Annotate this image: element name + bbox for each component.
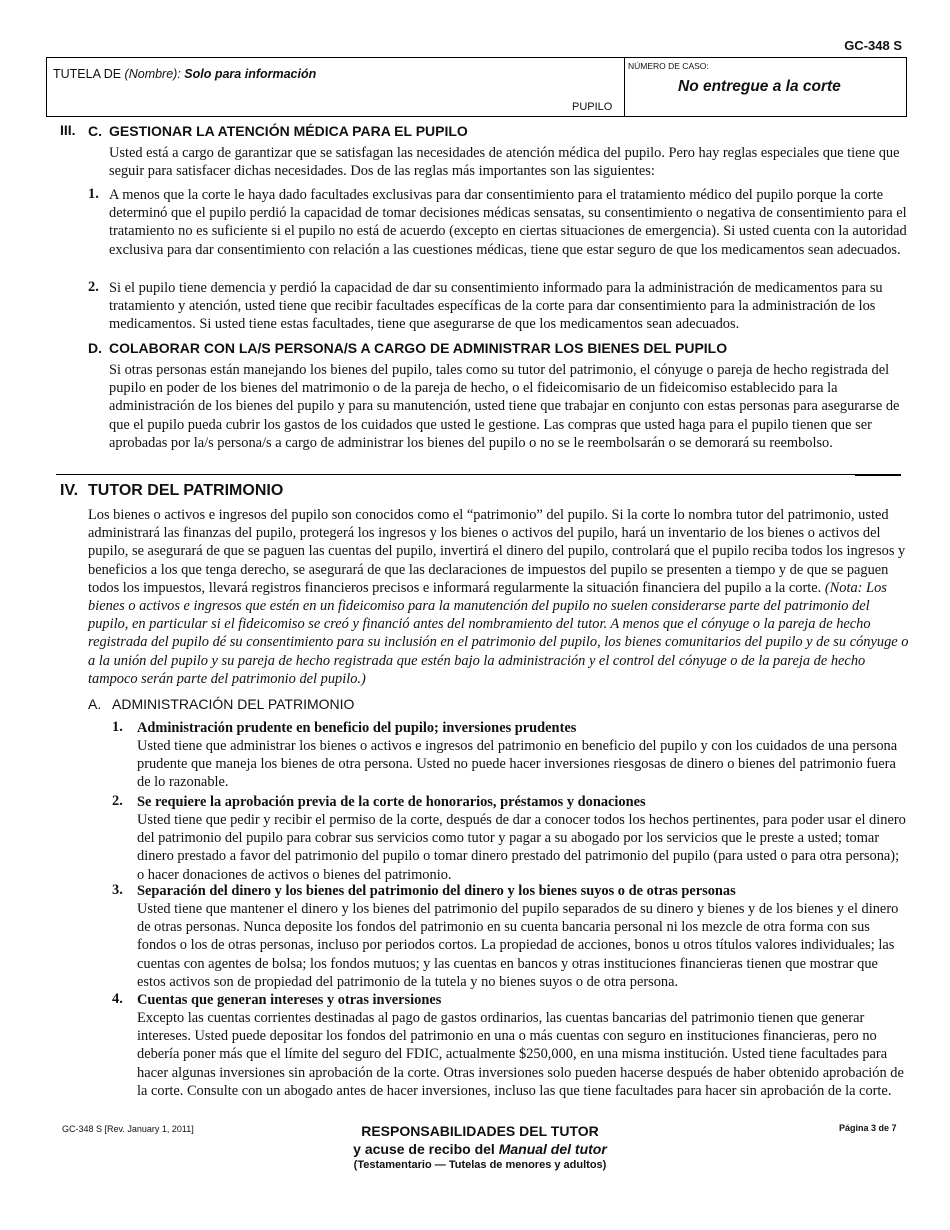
section-4-intro-text: Los bienes o activos e ingresos del pupilo son conocidos como el “patrimonio” del pupilo. Si la corte lo nombra tutor del patrimonio, usted administrará las finanzas del pupilo, protegerá los ingresos y los bienes o activos del pupilo, hará un inventario de los bienes o activos del pupilo, se asegurará de que se paguen las cuentas del pupilo, invertirá el dinero del pupilo, controlará que el pupilo reciba todos los ingresos y beneficios a los que tenga derecho, se asegurará de que las declaraciones de impuestos del pupilo se presenten a tiempo y de que se paguen todos los impuestos, llevará registros financieros precisos e informará regularmente la situación financiera del pupilo a la corte. [88, 507, 906, 596]
section-4a-item-2-title: Se requiere la aprobación previa de la corte de honorarios, préstamos y donaciones [137, 794, 646, 810]
pupilo-label: PUPILO [572, 101, 613, 113]
case-number-value: No entregue a la corte [678, 78, 841, 95]
case-number-label: NÚMERO DE CASO: [628, 61, 709, 71]
section-4a-item-3-title: Separación del dinero y los bienes del patrimonio del dinero y los bienes suyos o de otras personas [137, 883, 736, 899]
section-3-roman: III. [60, 122, 76, 138]
footer-title-line-2 [320, 1140, 640, 1158]
section-4a-letter: A. [88, 696, 102, 712]
section-4a-item-1-title: Administración prudente en beneficio del pupilo; inversiones prudentes [137, 720, 577, 736]
section-4a-item-2-number: 2. [112, 793, 123, 809]
tutela-prefix: TUTELA DE [53, 67, 125, 81]
footer-form-revision: GC-348 S [Rev. January 1, 2011] [62, 1124, 194, 1134]
footer-title-line-3: (Testamentario — Tutelas de menores y adultos) [353, 1159, 607, 1171]
section-3c-intro: Usted está a cargo de garantizar que se satisfagan las necesidades de atención médica del pupilo. Pero hay reglas especiales que tiene que seguir para satisfacer dichas necesidades. Dos de las reglas más importantes son las siguientes: [109, 145, 900, 180]
section-3d-text: Si otras personas están manejando los bienes del pupilo, tales como su tutor del patrimonio, el cónyuge o pareja de hecho registrada del pupilo en poder de los bienes del matrimonio o de la pareja de hecho, o el fideicomisario de un fideicomiso establecido para la administración de los bienes del pupilo y para su manutención, usted tiene que trabajar en conjunto con estas personas para asegurarse de que el pupilo pueda cubrir los gastos de los cuidados que usted le gestione. Las compras que usted haga para el pupilo tienen que ser aprobadas por la/s persona/s a cargo de administrar los bienes del pupilo o no se le reembolsarán o se demorará su reembolso. [109, 362, 900, 451]
section-3c-item-2-number: 2. [88, 279, 99, 295]
section-3c-item-1-text: A menos que la corte le haya dado facultades exclusivas para dar consentimiento para el tratamiento médico del pupilo porque la corte determinó que el pupilo perdió la capacidad de tomar decisiones médicas sensatas, su consentimiento o negativa de consentimiento para el tratamiento no es suficiente si el pupilo no está de acuerdo (excepto en ciertas situaciones de emergencia). Si usted cuenta con la autoridad exclusiva para dar consentimiento con relación a las cuestiones médicas, tiene que estar seguro de que los medicamentos sean adecuados. [109, 187, 907, 258]
footer-title [320, 1122, 640, 1172]
section-3c-item-1-number: 1. [88, 186, 99, 202]
section-3c-letter: C. [88, 123, 102, 139]
footer-title-line-2-italic: Manual del tutor [498, 1141, 607, 1157]
section-4-roman: IV. [60, 482, 79, 499]
tutela-label [53, 67, 316, 81]
tutela-value: Solo para información [180, 67, 317, 81]
section-3d-letter: D. [88, 340, 102, 356]
section-4-note: (Nota: Los bienes o activos e ingresos que estén en un fideicomiso para la manutención del pupilo no suelen considerarse parte del patrimonio del pupilo, en particular si el fideicomiso se creó y financió antes del nombramiento del tutor. A menos que el cónyuge o la pareja de hecho registrada del pupilo dé su consentimiento para su inclusión en el patrimonio del pupilo, los bienes comunitarios del pupilo y de su cónyuge o a la unión del pupilo y su pareja de hecho registrada que estén bajo la administración y el control del cónyuge o de la pareja de hecho tampoco serán parte del patrimonio del pupilo.) [88, 579, 909, 687]
section-4a-item-3-number: 3. [112, 882, 123, 898]
section-4a-item-1-text: Usted tiene que administrar los bienes o activos e ingresos del patrimonio en beneficio del pupilo y con los cuidados de una persona prudente que maneja los bienes de otra persona. Usted no puede hacer inversiones riesgosas de dinero o bienes del patrimonio fuera de lo razonable. [137, 738, 898, 791]
section-4a-item-1-number: 1. [112, 719, 123, 735]
section-4-intro [88, 506, 909, 688]
tutela-name-label: (Nombre): [124, 67, 181, 81]
section-4a-item-4-number: 4. [112, 991, 123, 1007]
section-4a-item-4-title: Cuentas que generan intereses y otras inversiones [137, 992, 442, 1008]
footer-page-number: Página 3 de 7 [839, 1123, 897, 1133]
section-divider [56, 474, 901, 475]
section-4a-item-3-text: Usted tiene que mantener el dinero y los bienes del patrimonio del pupilo separados de su dinero y bienes y de los bienes y el dinero de otras personas. Nunca deposite los fondos del patrimonio en su cuenta bancaria personal ni los mezcle de otra forma con sus fondos o los de otras personas, incluso por periodos cortos. La propiedad de acciones, bonos u otros títulos valores individuales; las cuentas con agentes de bolsa; los fondos mutuos; y las cuentas en bancos y otras instituciones financieras tienen que mostrar que estos activos son de propiedad del patrimonio de la tutela y no bienes suyos o de otra persona. [137, 901, 899, 990]
header-divider [624, 57, 625, 116]
section-4-title: TUTOR DEL PATRIMONIO [88, 482, 284, 499]
footer-title-line-2-prefix: y acuse de recibo del [353, 1141, 499, 1157]
section-4a-item-2-text: Usted tiene que pedir y recibir el permiso de la corte, después de dar a conocer todos los hechos pertinentes, para poder usar el dinero del patrimonio del pupilo para cobrar sus servicios como tutor y pagar a su abogado por los servicios que le preste a usted; tomar dinero prestado a favor del patrimonio del pupilo o tomar dinero prestado del patrimonio del pupilo (para usted o para otra persona); o hacer donaciones de activos o bienes del patrimonio. [137, 812, 906, 883]
section-divider-accent [855, 474, 901, 476]
section-3d-title: COLABORAR CON LA/S PERSONA/S A CARGO DE ADMINISTRAR LOS BIENES DEL PUPILO [109, 340, 728, 356]
section-3c-item-2-text: Si el pupilo tiene demencia y perdió la capacidad de dar su consentimiento informado para la administración de medicamentos para su tratamiento y atención, usted tiene que recibir facultades específicas de la corte para dar consentimiento para la administración de los medicamentos. Si usted tiene estas facultades, tiene que asegurarse de que los medicamentos sean adecuados. [109, 280, 883, 333]
section-4a-title: ADMINISTRACIÓN DEL PATRIMONIO [112, 696, 355, 712]
section-4a-item-4-text: Excepto las cuentas corrientes destinadas al pago de gastos ordinarios, las cuentas bancarias del patrimonio tienen que generar intereses. Usted puede depositar los fondos del patrimonio en una o más cuentas con seguro en instituciones financieras, pero no debería poner más que el límite del seguro del FDIC, actualmente $250,000, en una misma institución. Usted tiene facultades para hacer algunas inversiones sin aprobación de la corte. Otras inversiones solo pueden hacerse después de haber obtenido aprobación de la corte. Consulte con un abogado antes de hacer inversiones, incluso las que tiene facultades para hacer sin aprobación de la corte. [137, 1010, 904, 1099]
section-3c-title: GESTIONAR LA ATENCIÓN MÉDICA PARA EL PUPILO [109, 123, 468, 139]
footer-title-line-1: RESPONSABILIDADES DEL TUTOR [361, 1123, 599, 1139]
form-id: GC-348 S [844, 38, 902, 53]
